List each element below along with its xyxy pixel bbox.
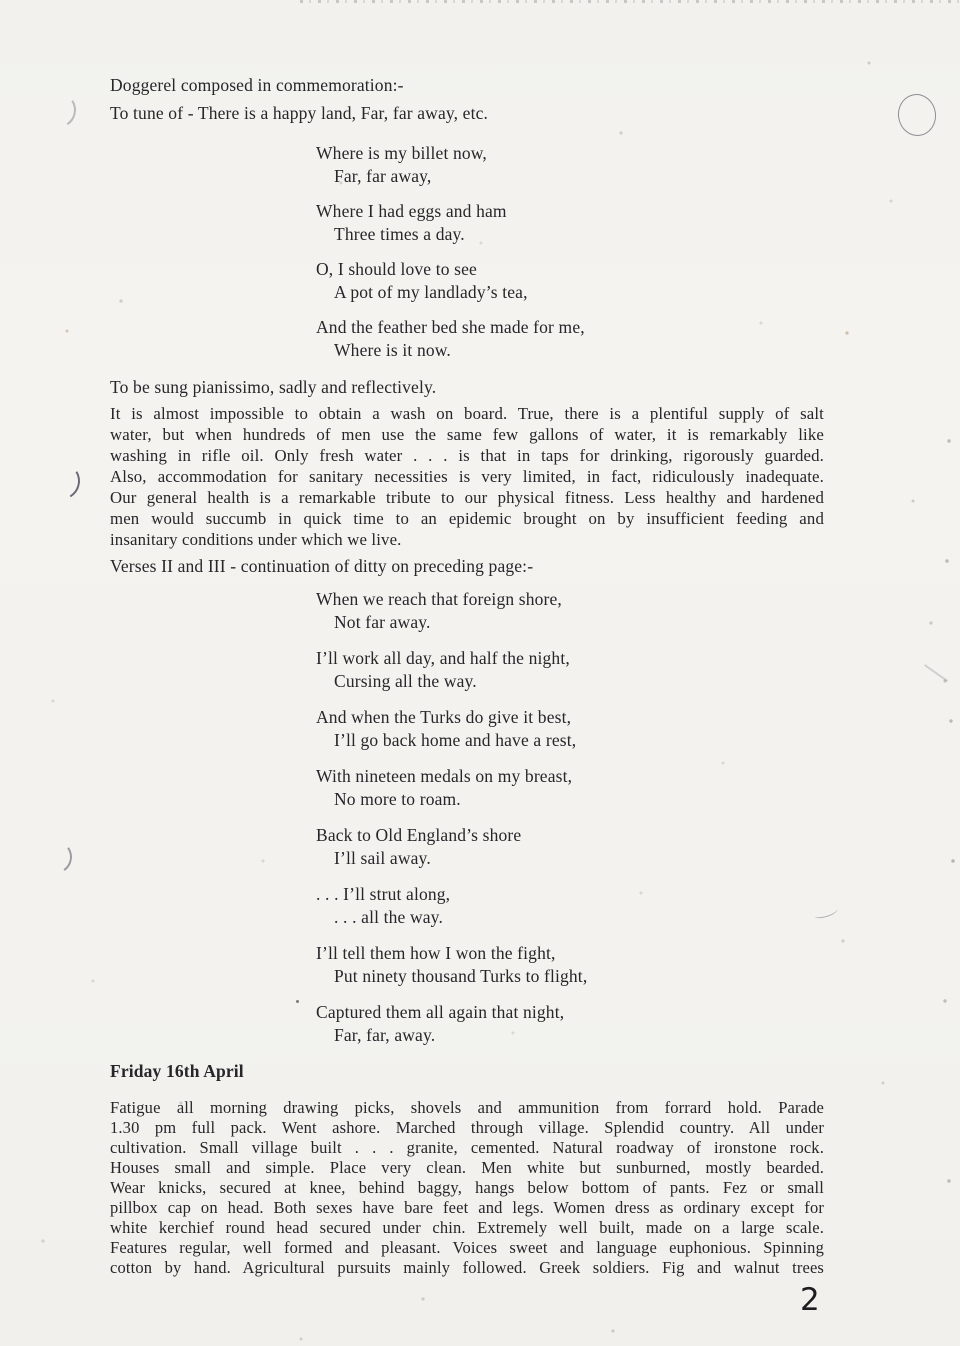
verse-line: When we reach that foreign shore, (316, 589, 562, 609)
verse-line: . . . I’ll strut along, (316, 884, 451, 904)
stanza (316, 942, 587, 988)
stanza (316, 588, 587, 634)
paragraph-line: Fatigue all morning drawing picks, shovels and ammunition from forrard hold. Parade (110, 1098, 824, 1117)
paragraph-line: cotton by hand. Agricultural pursuits mainly followed. Greek soldiers. Fig and walnut trees (110, 1258, 824, 1277)
verse-line: Where I had eggs and ham (316, 201, 507, 221)
stanza (316, 142, 585, 188)
verse-line: I’ll work all day, and half the night, (316, 648, 570, 668)
paragraph-line: Features regular, well formed and pleasant. Voices sweet and language euphonious. Spinning (110, 1238, 824, 1257)
stanza (316, 258, 585, 304)
verse-line: Three times a day. (334, 224, 465, 244)
stanza (316, 200, 585, 246)
ink-dot (296, 1000, 299, 1003)
verse-line: And when the Turks do give it best, (316, 707, 572, 727)
stanza (316, 1001, 587, 1047)
paper-noise (0, 0, 2, 2)
verse-line: No more to roam. (334, 789, 461, 809)
crease-mark (924, 664, 948, 682)
page-number: 2 (800, 1282, 820, 1318)
hole-punch-circle (895, 92, 938, 139)
paragraph-line: water, but when hundreds of men use the same few gallons of water, it is remarkably like (110, 425, 824, 444)
paragraph-line: pillbox cap on head. Both sexes have bare feet and legs. Women dress as ordinary except for (110, 1198, 824, 1217)
paragraph-line: It is almost impossible to obtain a wash on board. True, there is a plentiful supply of salt (110, 404, 824, 423)
hole-punch-crescent-bottom (35, 837, 74, 876)
hole-punch-crescent-top (37, 89, 80, 132)
verse-block-1 (316, 142, 585, 374)
stanza (316, 824, 587, 870)
paragraph-line: insanitary conditions under which we live. (110, 530, 402, 549)
tune-caption: To tune of - There is a happy land, Far, far away, etc. (110, 103, 489, 123)
verse-line: I’ll sail away. (334, 848, 431, 868)
stanza (316, 765, 587, 811)
stanza (316, 316, 585, 362)
verse-line: With nineteen medals on my breast, (316, 766, 573, 786)
performance-note: To be sung pianissimo, sadly and reflectively. (110, 377, 437, 397)
verse-line: Far, far, away. (334, 1025, 436, 1045)
verse-line: Captured them all again that night, (316, 1002, 565, 1022)
pen-scratch-mark (813, 905, 838, 920)
verse-line: Far, far away, (334, 166, 432, 186)
paragraph-line: Our general health is a remarkable tribute to our physical fitness. Less healthy and hardened (110, 488, 824, 507)
diary-paragraph (110, 1098, 824, 1278)
paragraph-line: washing in rifle oil. Only fresh water . . . is that in taps for drinking, rigorously guarded. (110, 446, 824, 465)
verse-line: . . . all the way. (334, 907, 443, 927)
doggerel-caption: Doggerel composed in commemoration:- (110, 75, 404, 95)
verse-line: Not far away. (334, 612, 431, 632)
stanza (316, 883, 587, 929)
paragraph-line: Houses small and simple. Place very clean. Men white but sunburned, mostly bearded. (110, 1158, 824, 1177)
paragraph-line: Also, accommodation for sanitary necessities is very limited, in fact, ridiculously inadequate. (110, 467, 824, 486)
verse-line: Cursing all the way. (334, 671, 477, 691)
verse-line: Where is it now. (334, 340, 451, 360)
verse-line: I’ll go back home and have a rest, (334, 730, 577, 750)
scan-edge-artifact (300, 0, 960, 3)
wash-paragraph (110, 403, 824, 550)
paragraph-line: cultivation. Small village built . . . granite, cemented. Natural roadway of ironstone rock. (110, 1138, 824, 1157)
stanza (316, 706, 587, 752)
paragraph-line: white kerchief round head secured under chin. Extremely well built, made on a large scale. (110, 1218, 824, 1237)
verse-line: I’ll tell them how I won the fight, (316, 943, 556, 963)
diary-date-heading: Friday 16th April (110, 1061, 244, 1081)
hole-punch-crescent-middle (38, 458, 84, 504)
verse-line: Put ninety thousand Turks to flight, (334, 966, 588, 986)
paragraph-line: men would succumb in quick time to an epidemic brought on by insufficient feeding and (110, 509, 824, 528)
verse-line: O, I should love to see (316, 259, 477, 279)
paragraph-line: 1.30 pm full pack. Went ashore. Marched through village. Splendid country. All under (110, 1118, 824, 1137)
verses-continuation-note: Verses II and III - continuation of ditty on preceding page:- (110, 556, 534, 576)
paragraph-line: Wear knicks, secured at knee, behind baggy, hangs below bottom of pants. Fez or small (110, 1178, 824, 1197)
verse-line: A pot of my landlady’s tea, (334, 282, 528, 302)
stanza (316, 647, 587, 693)
verse-line: And the feather bed she made for me, (316, 317, 585, 337)
verse-block-2 (316, 588, 587, 1060)
verse-line: Back to Old England’s shore (316, 825, 522, 845)
verse-line: Where is my billet now, (316, 143, 487, 163)
